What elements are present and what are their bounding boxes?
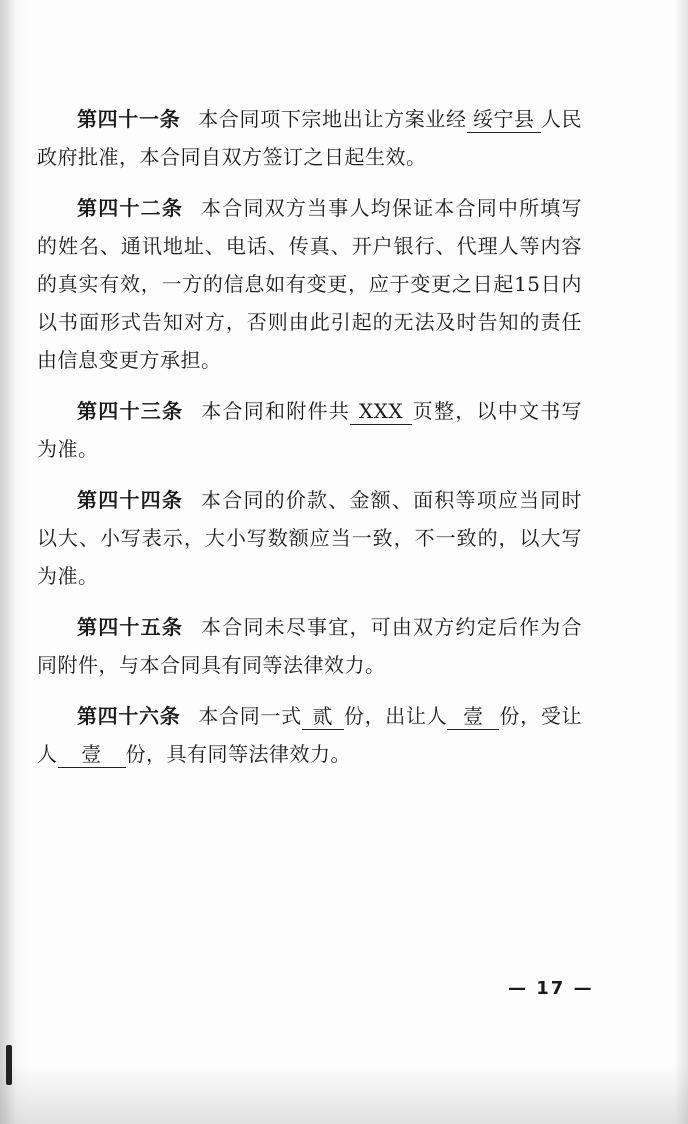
clause-text: 本合同的价款、金额、面积等项应当同时以大、小写表示，大小写数额应当一致，不一致的，以大写为准。 <box>37 488 583 588</box>
clause-text: 本合同一式 <box>198 704 302 728</box>
clause-number: 第四十三条 <box>77 399 184 423</box>
clause-text: 本合同和附件共 <box>201 399 350 423</box>
clause-41 <box>37 100 582 176</box>
clause-number: 第四十二条 <box>77 196 184 220</box>
filled-blank: XXX <box>350 398 412 425</box>
page-edge-shadow-bottom <box>0 1064 688 1124</box>
clause-42 <box>37 189 582 379</box>
clause-number: 第四十四条 <box>77 488 184 512</box>
clause-number: 第四十六条 <box>77 704 181 728</box>
clause-number: 第四十一条 <box>77 107 181 131</box>
clause-44 <box>37 481 582 595</box>
clause-text: 本合同项下宗地出让方案业经 <box>198 107 467 131</box>
clause-text: 份，具有同等法律效力。 <box>125 742 351 766</box>
page-edge-shadow-left <box>0 0 28 1124</box>
clause-text: 本合同双方当事人均保证本合同中所填写的姓名、通讯地址、电话、传真、开户银行、代理人等内容的真实有效，一方的信息如有变更，应于变更之日起15日内以书面形式告知对方，否则由此引起的无法及时告知的责任由信息变更方承担。 <box>37 196 583 372</box>
filled-blank: 贰 <box>302 703 344 730</box>
clause-text: 本合同未尽事宜，可由双方约定后作为合同附件，与本合同具有同等法律效力。 <box>37 615 583 677</box>
contract-body <box>37 100 582 786</box>
filled-blank: 绥宁县 <box>467 106 541 133</box>
clause-text: 份，受让人 <box>37 704 583 766</box>
clause-text: 人民政府批准，本合同自双方签订之日起生效。 <box>37 107 583 169</box>
page-number: — 17 — <box>508 978 594 999</box>
clause-46 <box>37 697 582 773</box>
clause-45 <box>37 608 582 684</box>
clause-43 <box>37 392 582 468</box>
filled-blank: 壹 <box>447 703 499 730</box>
clause-text: 页整，以中文书写为准。 <box>37 399 582 461</box>
filled-blank: 壹 <box>58 741 126 768</box>
page-edge-shadow-right <box>674 0 688 1124</box>
clause-number: 第四十五条 <box>77 615 184 639</box>
clause-text: 份，出让人 <box>343 704 448 728</box>
binding-mark <box>6 1045 12 1085</box>
